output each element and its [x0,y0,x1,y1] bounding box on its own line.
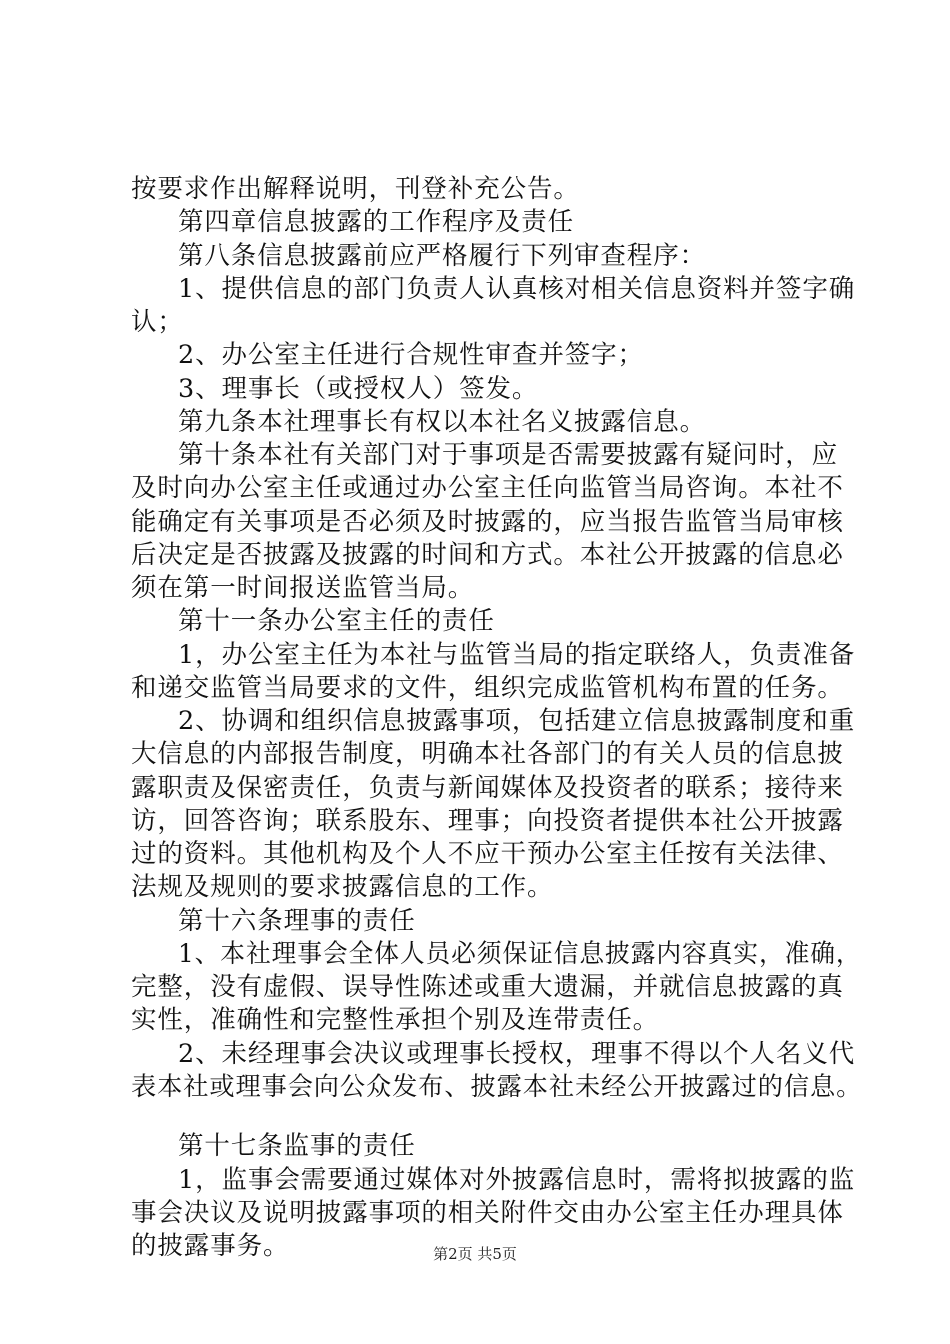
text-line: 的披露事务。 [131,1231,290,1261]
text-line: 后决定是否披露及披露的时间和方式。本社公开披露的信息必 [131,540,844,570]
text-line: 表本社或理事会向公众发布、披露本社未经公开披露过的信息。 [131,1072,863,1102]
text-line: 2、办公室主任进行合规性审查并签字； [178,340,644,370]
text-line: 法规及规则的要求披露信息的工作。 [131,872,554,902]
page-number-footer: 第2页 共5页 [433,1245,517,1263]
text-line: 1，办公室主任为本社与监管当局的指定联络人，负责准备 [178,640,856,670]
text-line: 能确定有关事项是否必须及时披露的，应当报告监管当局审核 [131,507,844,537]
text-line: 完整，没有虚假、误导性陈述或重大遗漏，并就信息披露的真 [131,972,844,1002]
article-heading: 第十七条监事的责任 [178,1131,416,1161]
article-heading: 第十一条办公室主任的责任 [178,606,495,636]
text-line: 过的资料。其他机构及个人不应干预办公室主任按有关法律、 [131,839,844,869]
text-line: 1、本社理事会全体人员必须保证信息披露内容真实，准确， [178,939,862,969]
text-line: 认； [131,307,184,337]
text-line: 按要求作出解释说明，刊登补充公告。 [131,174,580,204]
text-line: 和递交监管当局要求的文件，组织完成监管机构布置的任务。 [131,673,844,703]
text-line: 大信息的内部报告制度，明确本社各部门的有关人员的信息披 [131,739,844,769]
text-line: 露职责及保密责任，负责与新闻媒体及投资者的联系；接待来 [131,773,844,803]
text-line: 实性，准确性和完整性承担个别及连带责任。 [131,1005,660,1035]
text-line: 2、协调和组织信息披露事项，包括建立信息披露制度和重 [178,706,856,736]
article-heading: 第十六条理事的责任 [178,906,416,936]
text-line: 及时向办公室主任或通过办公室主任向监管当局咨询。本社不 [131,473,844,503]
chapter-heading: 第四章信息披露的工作程序及责任 [178,207,575,237]
article-heading: 第八条信息披露前应严格履行下列审查程序： [178,241,707,271]
text-line: 1，监事会需要通过媒体对外披露信息时，需将拟披露的监 [178,1165,856,1195]
article-heading: 第九条本社理事长有权以本社名义披露信息。 [178,407,707,437]
text-line: 第十条本社有关部门对于事项是否需要披露有疑问时，应 [178,440,839,470]
text-line: 事会决议及说明披露事项的相关附件交由办公室主任办理具体 [131,1198,844,1228]
text-line: 2、未经理事会决议或理事长授权，理事不得以个人名义代 [178,1039,856,1069]
text-line: 须在第一时间报送监管当局。 [131,573,475,603]
text-line: 3、理事长（或授权人）签发。 [178,374,539,404]
text-line: 1、提供信息的部门负责人认真核对相关信息资料并签字确 [178,274,856,304]
text-line: 访，回答咨询；联系股东、理事；向投资者提供本社公开披露 [131,806,844,836]
